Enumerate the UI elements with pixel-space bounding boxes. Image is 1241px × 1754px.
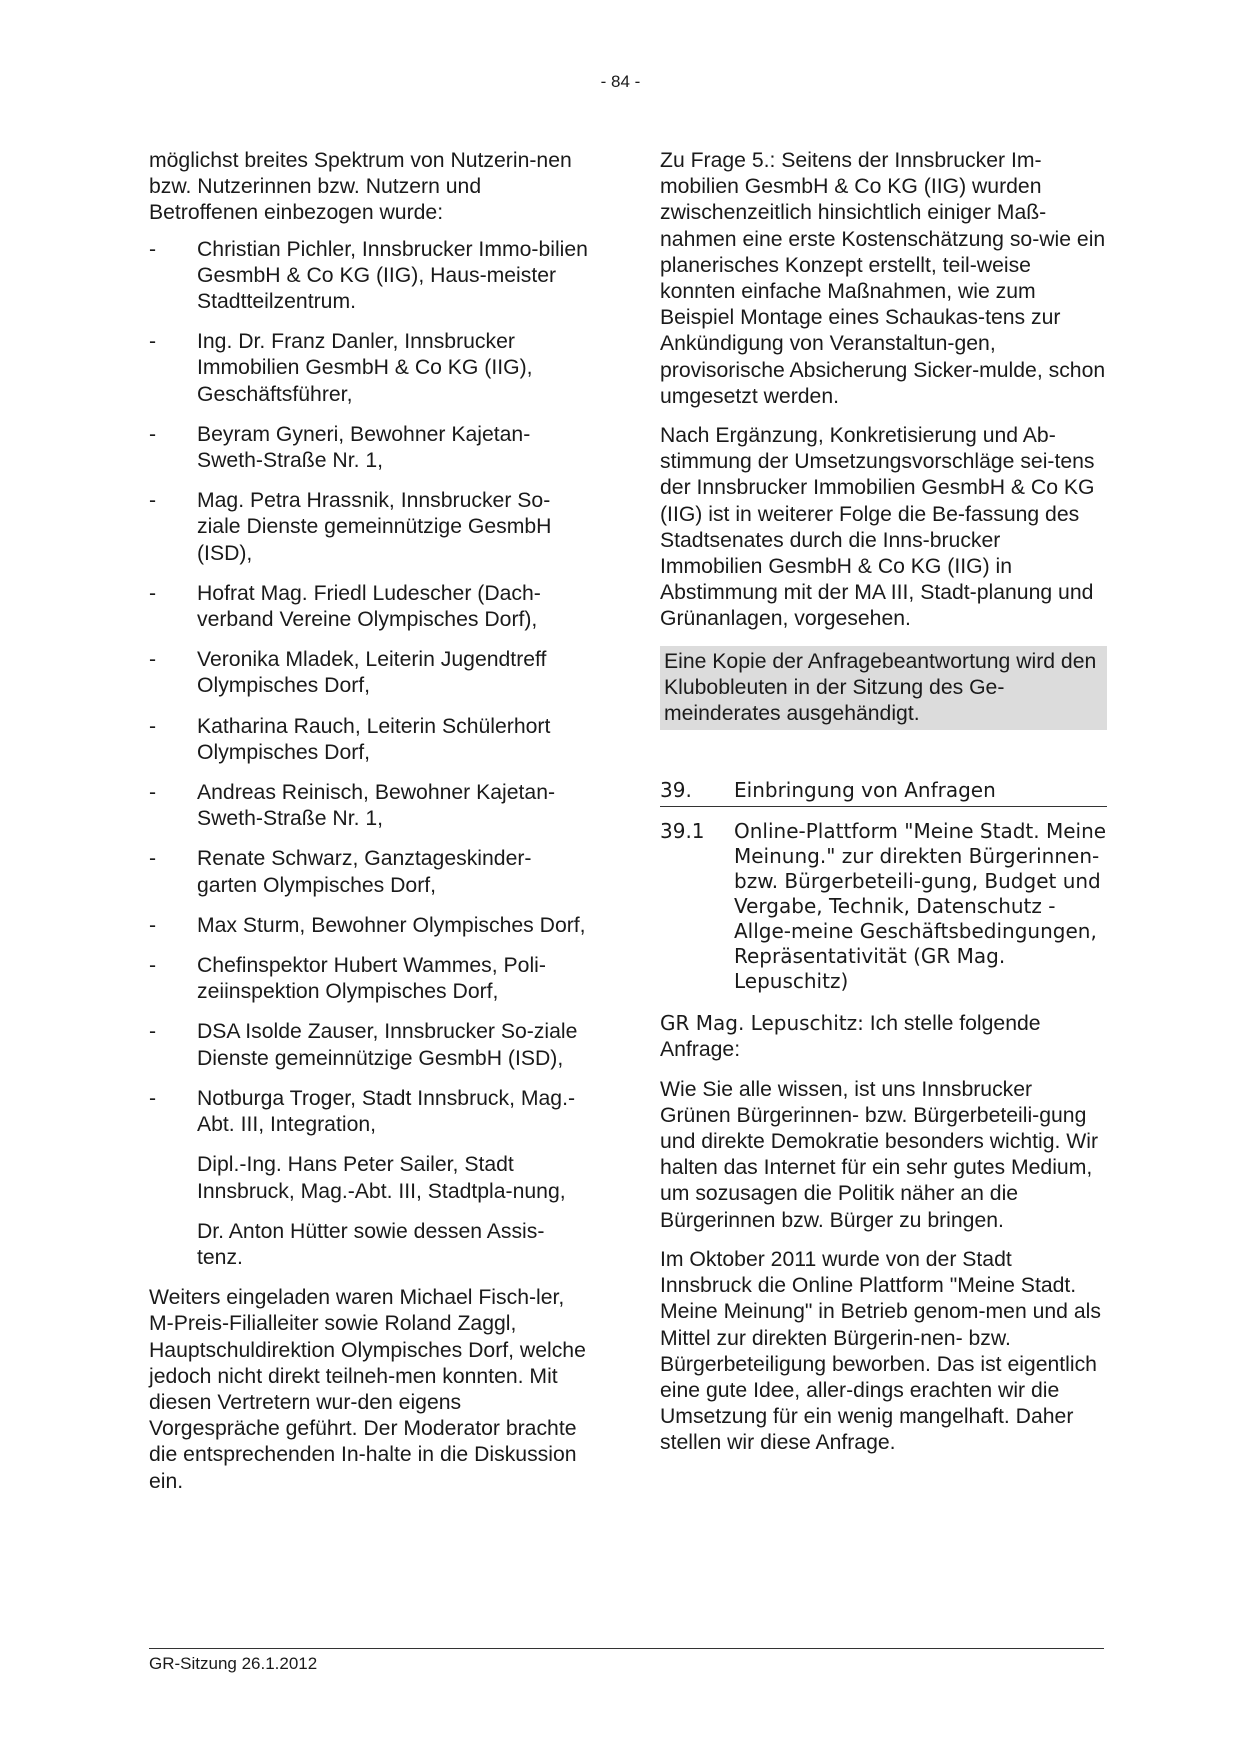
list-item: Dr. Anton Hütter sowie dessen Assis-tenz. bbox=[197, 1219, 545, 1269]
closing-paragraph: Weiters eingeladen waren Michael Fisch-ler, M-Preis-Filialleiter sowie Roland Zaggl, Hauptschuldirektion Olympisches Dorf, welche jedoch nicht direkt teilneh-men konnten. Mit diesen Vertretern wur-den eigens Vorgespräche geführt. Der Moderator brachte die entsprechenden In-halte in die Diskussion ein. bbox=[149, 1286, 586, 1493]
list-item: - Notburga Troger, Stadt Innsbruck, Mag.-Abt. III, Integration, bbox=[149, 1086, 576, 1137]
list-item: - Christian Pichler, Innsbrucker Immo-bilien GesmbH & Co KG (IIG), Haus-meister Stadtteilzentrum. bbox=[149, 237, 588, 314]
follow-up-paragraph: Nach Ergänzung, Konkretisierung und Ab-stimmung der Umsetzungsvorschläge sei-tens der Innsbrucker Immobilien GesmbH & Co KG (IIG) ist in weiterer Folge die Be-fassung des Stadtsenates durch die Inns-brucker Immobilien GesmbH & Co KG (IIG) in Abstimmung mit der MA III, Stadt-planung und Grünanlagen, vorgesehen. bbox=[660, 424, 1095, 631]
body-paragraph-1: Wie Sie alle wissen, ist uns Innsbrucker Grünen Bürgerinnen- bzw. Bürgerbeteili-gung und direkte Demokratie besonders wichtig. Wir halten das Internet für ein sehr gutes Medium, um sozusagen die Politik näher an die Bürgerinnen bzw. Bürger zu bringen. bbox=[660, 1077, 1099, 1232]
answer-paragraph: Zu Frage 5.: Seitens der Innsbrucker Im-mobilien GesmbH & Co KG (IIG) wurden zwischenzeitlich hinsichtlich einiger Maß-nahmen eine erste Kostenschätzung so-wie ein planerisches Konzept erstellt, teil-weise konnten einfache Maßnahmen, wie zum Beispiel Montage eines Schaukas-tens zur Ankündigung von Veranstaltun-gen, provisorische Absicherung Sicker-mulde, schon umgesetzt werden. bbox=[660, 149, 1106, 408]
list-item: - Max Sturm, Bewohner Olympisches Dorf, bbox=[149, 913, 586, 937]
intro-paragraph: möglichst breites Spektrum von Nutzerin-nen bzw. Nutzerinnen bzw. Nutzern und Betroffenen einbezogen wurde: bbox=[149, 149, 572, 225]
list-item: - Mag. Petra Hrassnik, Innsbrucker So-ziale Dienste gemeinnützige GesmbH (ISD), bbox=[149, 489, 552, 565]
speaker-paragraph bbox=[660, 1010, 1107, 1063]
page-number: - 84 - bbox=[600, 72, 641, 91]
list-item: - Andreas Reinisch, Bewohner Kajetan-Sweth-Straße Nr. 1, bbox=[149, 781, 556, 831]
participant-list bbox=[149, 237, 589, 1272]
subsection-heading bbox=[660, 819, 1107, 994]
list-item: - Chefinspektor Hubert Wammes, Poli-zeiinspektion Olympisches Dorf, bbox=[149, 954, 546, 1004]
list-item: - Veronika Mladek, Leiterin Jugendtreff Olympisches Dorf, bbox=[149, 648, 547, 698]
list-item: - Beyram Gyneri, Bewohner Kajetan-Sweth-Straße Nr. 1, bbox=[149, 422, 531, 473]
highlight-note: Eine Kopie der Anfragebeantwortung wird den Klubobleuten in der Sitzung des Ge-meinderates ausgehändigt. bbox=[660, 646, 1107, 731]
section-title: Einbringung von Anfragen bbox=[734, 778, 996, 803]
footer-session-date: GR-Sitzung 26.1.2012 bbox=[149, 1654, 318, 1673]
list-item: - Hofrat Mag. Friedl Ludescher (Dach-verband Vereine Olympisches Dorf), bbox=[149, 581, 541, 632]
speaker-intro: Ich stelle folgende Anfrage: bbox=[660, 1012, 1041, 1062]
left-column bbox=[149, 148, 589, 1508]
list-item: - Katharina Rauch, Leiterin Schülerhort Olympisches Dorf, bbox=[149, 714, 551, 764]
footer-divider bbox=[149, 1648, 1104, 1649]
body-paragraph-2: Im Oktober 2011 wurde von der Stadt Innsbruck die Online Plattform "Meine Stadt. Meine Meinung" in Betrieb genom-men und als Mittel zur direkten Bürgerin-nen- bzw. Bürgerbeteiligung beworben. Das ist eigentlich eine gute Idee, aller-dings erachten wir die Umsetzung für ein wenig mangelhaft. Daher stellen wir diese Anfrage. bbox=[660, 1247, 1101, 1455]
right-column bbox=[660, 148, 1107, 1470]
section-number: 39. bbox=[660, 778, 692, 803]
section-heading bbox=[660, 778, 1107, 807]
list-item: - Renate Schwarz, Ganztageskinder-garten Olympisches Dorf, bbox=[149, 847, 532, 897]
subsection-number: 39.1 bbox=[660, 819, 705, 844]
subsection-title: Online-Plattform "Meine Stadt. Meine Meinung." zur direkten Bürgerinnen- bzw. Bürgerbeteili-gung, Budget und Vergabe, Technik, Datenschutz - Allge-meine Geschäftsbedingungen, Repräsentativität (GR Mag. Lepuschitz) bbox=[734, 819, 1107, 994]
speaker-name: GR Mag. Lepuschitz: bbox=[660, 1011, 864, 1036]
list-item: - DSA Isolde Zauser, Innsbrucker So-ziale Dienste gemeinnützige GesmbH (ISD), bbox=[149, 1020, 578, 1070]
list-item: - Ing. Dr. Franz Danler, Innsbrucker Immobilien GesmbH & Co KG (IIG), Geschäftsführer, bbox=[149, 330, 533, 406]
list-item: Dipl.-Ing. Hans Peter Sailer, Stadt Innsbruck, Mag.-Abt. III, Stadtpla-nung, bbox=[197, 1153, 566, 1203]
